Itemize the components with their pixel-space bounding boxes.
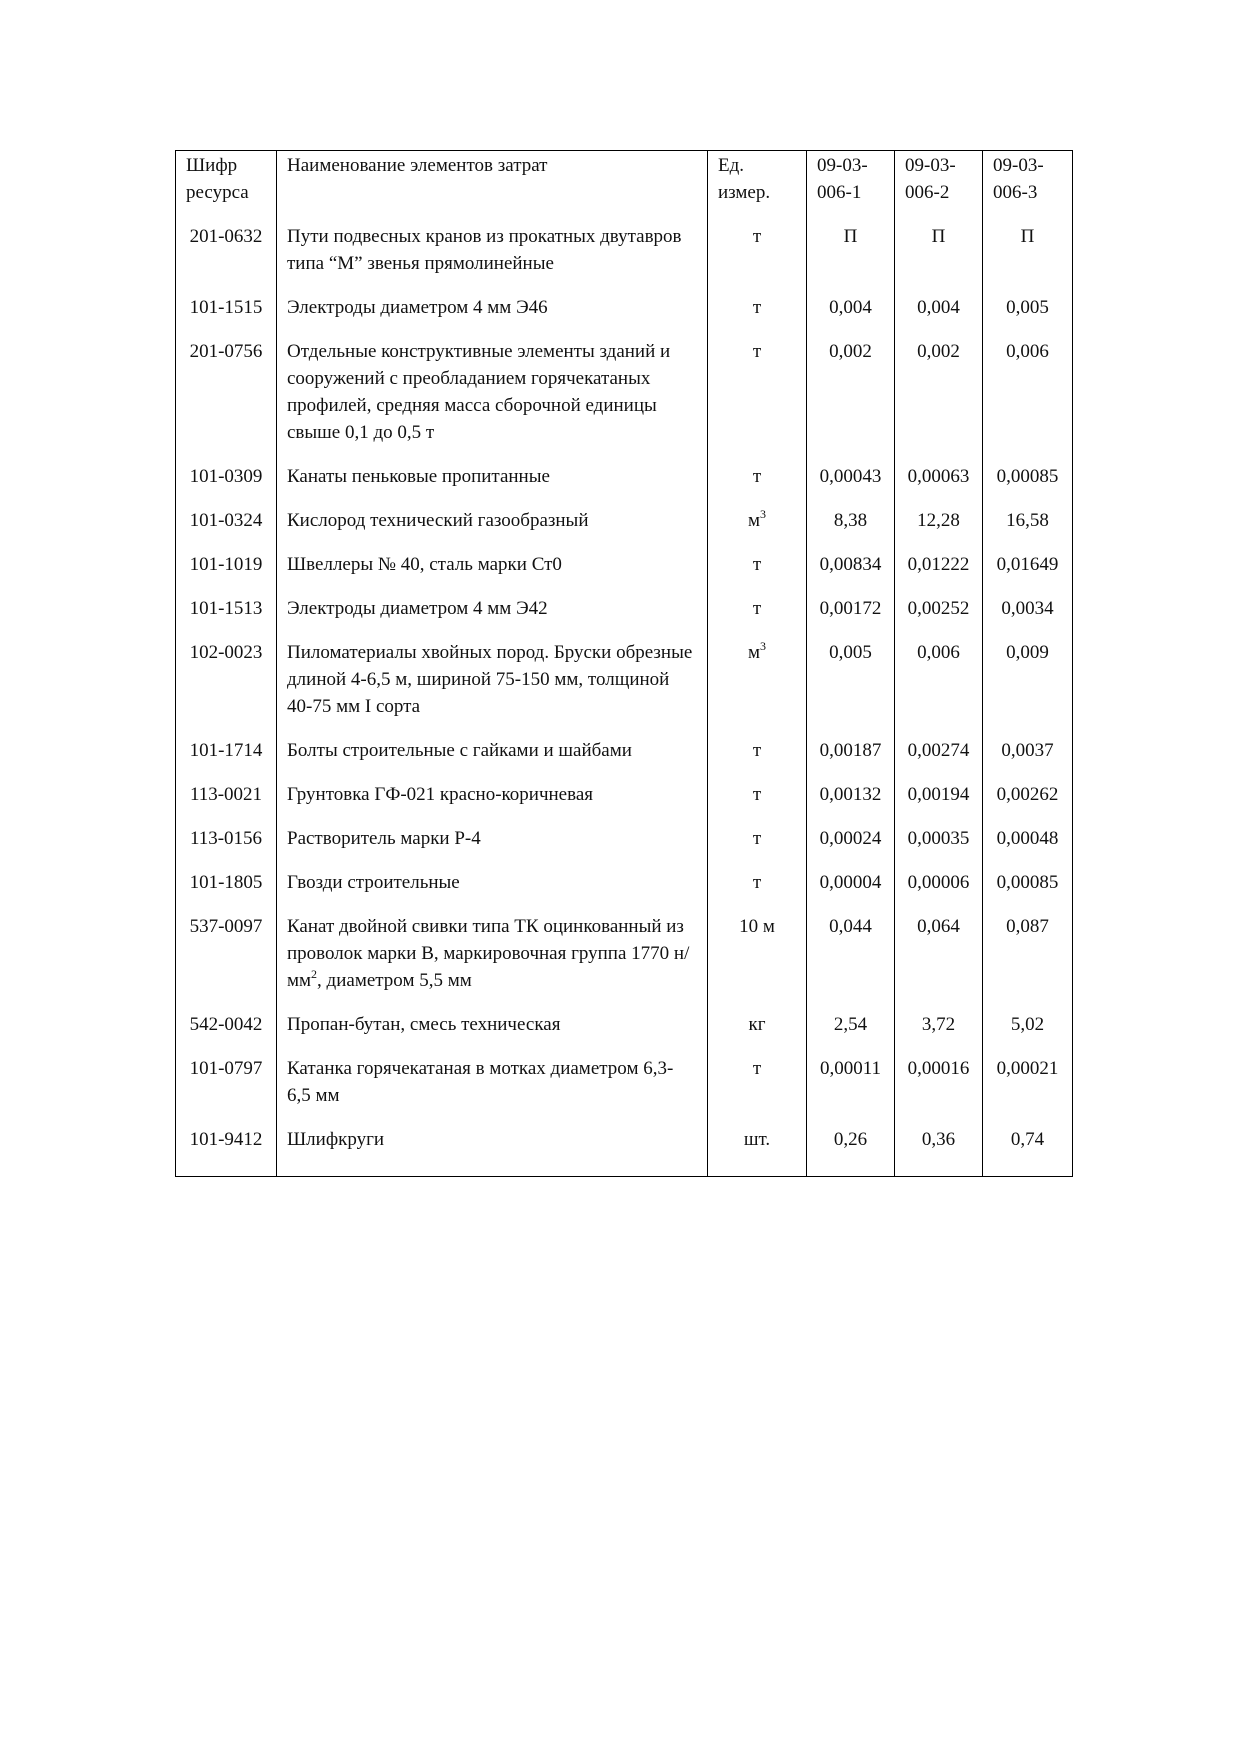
unit-text: кг (748, 1014, 766, 1035)
value-09-03-006-2: 0,00274 (895, 737, 983, 781)
value-09-03-006-1: 0,00011 (807, 1055, 895, 1126)
unit-text: т (752, 297, 762, 318)
resource-name-text: Электроды диаметром 4 мм Э46 (287, 297, 548, 318)
value-09-03-006-3: 5,02 (983, 1011, 1073, 1055)
table-row (176, 294, 1073, 338)
unit-text: т (752, 554, 762, 575)
value-09-03-006-1: 8,38 (807, 507, 895, 551)
value-09-03-006-3: П (983, 223, 1073, 294)
resource-name-superscript: 2 (311, 967, 318, 981)
unit-text: т (752, 784, 762, 805)
table-header-row (176, 151, 1073, 224)
unit-of-measure (708, 1011, 807, 1055)
value-09-03-006-1: 0,00187 (807, 737, 895, 781)
resource-name (277, 463, 708, 507)
unit-of-measure (708, 338, 807, 463)
value-09-03-006-3: 0,009 (983, 639, 1073, 737)
unit-of-measure (708, 1126, 807, 1177)
resource-code: 101-0309 (176, 463, 277, 507)
table-row (176, 639, 1073, 737)
value-09-03-006-2: 0,00016 (895, 1055, 983, 1126)
table-row (176, 223, 1073, 294)
value-09-03-006-2: 0,36 (895, 1126, 983, 1177)
resource-name (277, 639, 708, 737)
table-row (176, 781, 1073, 825)
resource-name-text: Отдельные конструктивные элементы зданий и сооружений с преобладанием горячекатаных профилей, средняя масса сборочной единицы свыше 0,1 до 0,5 т (287, 341, 671, 443)
unit-text: т (752, 828, 762, 849)
table-body (176, 223, 1073, 1177)
value-09-03-006-3: 0,0034 (983, 595, 1073, 639)
resource-name (277, 551, 708, 595)
header-name: Наименование элементов затрат (277, 151, 708, 224)
table-row (176, 1011, 1073, 1055)
table-row (176, 463, 1073, 507)
resource-name (277, 913, 708, 1011)
table-row (176, 595, 1073, 639)
resource-name-text: Болты строительные с гайками и шайбами (287, 740, 632, 761)
unit-of-measure (708, 507, 807, 551)
unit-text: т (752, 466, 762, 487)
resource-name-text: Растворитель марки Р-4 (287, 828, 481, 849)
resource-code: 101-0797 (176, 1055, 277, 1126)
resource-name (277, 1126, 708, 1177)
value-09-03-006-2: 3,72 (895, 1011, 983, 1055)
resource-name (277, 595, 708, 639)
table-row (176, 869, 1073, 913)
resource-name-text: Пути подвесных кранов из прокатных двутавров типа “М” звенья прямолинейные (287, 226, 682, 274)
resource-code: 102-0023 (176, 639, 277, 737)
resource-code: 537-0097 (176, 913, 277, 1011)
resource-code: 101-1515 (176, 294, 277, 338)
value-09-03-006-2: 0,00063 (895, 463, 983, 507)
table-row (176, 1055, 1073, 1126)
resource-name-text: Канат двойной свивки типа ТК оцинкованный из проволок марки В, маркировочная группа 1770 н/мм (287, 916, 690, 991)
unit-of-measure (708, 463, 807, 507)
resource-code: 201-0632 (176, 223, 277, 294)
resource-name (277, 223, 708, 294)
table-row (176, 737, 1073, 781)
resource-code: 101-0324 (176, 507, 277, 551)
value-09-03-006-3: 0,00048 (983, 825, 1073, 869)
value-09-03-006-2: 0,006 (895, 639, 983, 737)
unit-text: т (752, 226, 762, 247)
value-09-03-006-1: 0,00004 (807, 869, 895, 913)
value-09-03-006-2: 0,00006 (895, 869, 983, 913)
resource-code: 101-1019 (176, 551, 277, 595)
unit-superscript: 3 (760, 639, 767, 653)
header-col1: 09-03-006-1 (807, 151, 895, 224)
unit-of-measure (708, 825, 807, 869)
value-09-03-006-1: 0,00043 (807, 463, 895, 507)
resource-name (277, 294, 708, 338)
value-09-03-006-1: 0,26 (807, 1126, 895, 1177)
resource-name (277, 869, 708, 913)
unit-of-measure (708, 737, 807, 781)
table-row (176, 825, 1073, 869)
value-09-03-006-1: 0,00024 (807, 825, 895, 869)
resource-name-text: Гвозди строительные (287, 872, 460, 893)
unit-of-measure (708, 913, 807, 1011)
value-09-03-006-2: 0,004 (895, 294, 983, 338)
resource-name (277, 507, 708, 551)
resource-name (277, 1055, 708, 1126)
resource-name-text: Пиломатериалы хвойных пород. Бруски обрезные длиной 4-6,5 м, шириной 75-150 мм, толщиной 40-75 мм I сорта (287, 642, 693, 717)
unit-text: т (752, 341, 762, 362)
header-col3: 09-03-006-3 (983, 151, 1073, 224)
value-09-03-006-1: 0,004 (807, 294, 895, 338)
value-09-03-006-1: 0,002 (807, 338, 895, 463)
unit-text: м (747, 510, 761, 531)
resource-name-text: Катанка горячекатаная в мотках диаметром 6,3-6,5 мм (287, 1058, 674, 1106)
value-09-03-006-1: 0,00172 (807, 595, 895, 639)
resource-code: 113-0021 (176, 781, 277, 825)
header-col2: 09-03-006-2 (895, 151, 983, 224)
resource-code: 101-1513 (176, 595, 277, 639)
unit-of-measure (708, 294, 807, 338)
value-09-03-006-2: 0,00194 (895, 781, 983, 825)
value-09-03-006-2: 0,002 (895, 338, 983, 463)
value-09-03-006-3: 0,74 (983, 1126, 1073, 1177)
value-09-03-006-3: 0,01649 (983, 551, 1073, 595)
resource-name-text: Швеллеры № 40, сталь марки Ст0 (287, 554, 562, 575)
table-row (176, 551, 1073, 595)
value-09-03-006-1: 0,005 (807, 639, 895, 737)
resource-name-text: Электроды диаметром 4 мм Э42 (287, 598, 548, 619)
resource-code: 113-0156 (176, 825, 277, 869)
resource-name (277, 825, 708, 869)
unit-text: т (752, 1058, 762, 1079)
resource-name (277, 781, 708, 825)
value-09-03-006-2: 0,064 (895, 913, 983, 1011)
unit-of-measure (708, 223, 807, 294)
unit-text: т (752, 598, 762, 619)
value-09-03-006-2: 0,00035 (895, 825, 983, 869)
value-09-03-006-2: 12,28 (895, 507, 983, 551)
table-row (176, 913, 1073, 1011)
value-09-03-006-2: П (895, 223, 983, 294)
unit-of-measure (708, 551, 807, 595)
table-row (176, 338, 1073, 463)
value-09-03-006-3: 16,58 (983, 507, 1073, 551)
unit-of-measure (708, 869, 807, 913)
table-row (176, 1126, 1073, 1177)
resource-name-text: Пропан-бутан, смесь техническая (287, 1014, 561, 1035)
unit-of-measure (708, 781, 807, 825)
value-09-03-006-3: 0,087 (983, 913, 1073, 1011)
value-09-03-006-2: 0,01222 (895, 551, 983, 595)
resource-name-continuation: , диаметром 5,5 мм (317, 970, 472, 991)
value-09-03-006-3: 0,005 (983, 294, 1073, 338)
resource-table (175, 150, 1073, 1177)
value-09-03-006-3: 0,00085 (983, 869, 1073, 913)
unit-text: 10 м (739, 916, 775, 937)
resource-name-text: Канаты пеньковые пропитанные (287, 466, 550, 487)
header-code: Шифр ресурса (176, 151, 277, 224)
value-09-03-006-1: 0,00834 (807, 551, 895, 595)
resource-code: 101-1805 (176, 869, 277, 913)
unit-superscript: 3 (760, 507, 767, 521)
resource-name (277, 338, 708, 463)
value-09-03-006-3: 0,006 (983, 338, 1073, 463)
resource-code: 101-9412 (176, 1126, 277, 1177)
value-09-03-006-1: 0,044 (807, 913, 895, 1011)
resource-name (277, 737, 708, 781)
unit-text: т (752, 740, 762, 761)
value-09-03-006-1: 0,00132 (807, 781, 895, 825)
resource-name (277, 1011, 708, 1055)
resource-name-text: Кислород технический газообразный (287, 510, 589, 531)
unit-text: шт. (743, 1129, 771, 1150)
value-09-03-006-2: 0,00252 (895, 595, 983, 639)
resource-name-text: Шлифкруги (287, 1129, 385, 1150)
unit-of-measure (708, 1055, 807, 1126)
resource-code: 542-0042 (176, 1011, 277, 1055)
resource-name-text: Грунтовка ГФ-021 красно-коричневая (287, 784, 594, 805)
unit-text: м (747, 642, 761, 663)
value-09-03-006-3: 0,00262 (983, 781, 1073, 825)
value-09-03-006-1: П (807, 223, 895, 294)
unit-text: т (752, 872, 762, 893)
unit-of-measure (708, 639, 807, 737)
header-unit: Ед. измер. (708, 151, 807, 224)
value-09-03-006-3: 0,00021 (983, 1055, 1073, 1126)
resource-code: 101-1714 (176, 737, 277, 781)
table-row (176, 507, 1073, 551)
resource-code: 201-0756 (176, 338, 277, 463)
value-09-03-006-1: 2,54 (807, 1011, 895, 1055)
unit-of-measure (708, 595, 807, 639)
value-09-03-006-3: 0,00085 (983, 463, 1073, 507)
value-09-03-006-3: 0,0037 (983, 737, 1073, 781)
